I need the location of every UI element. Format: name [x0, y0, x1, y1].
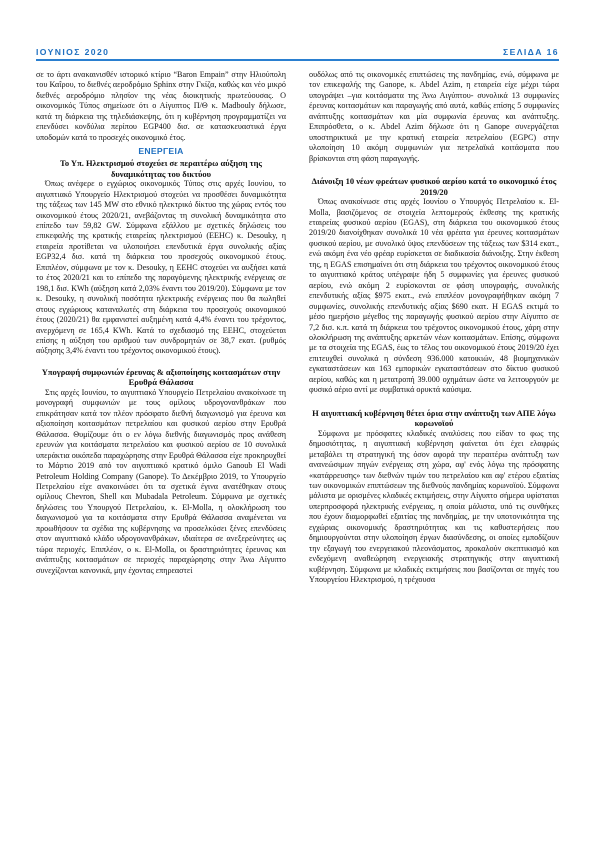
- page-header: [0, 0, 595, 62]
- intro-paragraph: σε το άρτι ανακαινισθέν ιστορικό κτίριο “Baron Empain” στην Ηλιούπολη του Καΐρου, το διεθνές αεροδρόμιο Sphinx στην Γκίζα, καθώς και νέο μικρό διεθνές αεροδρόμιο πλησίον της νέας διοικητικής πρωτεύουσας. Ο οικονομικός Τύπος σημείωσε ότι ο Αίγυπτος Π/Θ κ. Madbouly δήλωσε, κατά τη διάρκεια της τηλεδιάσκεψης, ότι η κυβέρνηση προγραμματίζει να επενδύσει κονδύλια περίπου EGP400 δισ. σε κατασκευαστικά έργα υποδομών κατά το προσεχές οικονομικό έτος.: [36, 70, 286, 142]
- article-title-gas-wells: Διάνοιξη 10 νέων φρεάτων φυσικού αερίου κατά το οικονομικό έτος 2019/20: [311, 176, 557, 197]
- article-title-red-sea: Υπογραφή συμφωνιών έρευνας & αξιοποίησης κοιτασμάτων στην Ερυθρά Θάλασσα: [41, 366, 281, 388]
- section-heading-energy: ΕΝΕΡΓΕΙΑ: [138, 146, 184, 157]
- article-title-electricity: Το Υπ. Ηλεκτρισμού στοχεύει σε περαιτέρω αύξηση της δυναμικότητας του δικτύου: [59, 158, 263, 179]
- spacer: [309, 164, 559, 176]
- spacer: [36, 357, 286, 367]
- spacer: [309, 396, 559, 408]
- left-column: [36, 70, 286, 576]
- right-column: [309, 70, 559, 585]
- article-title-renewables: Η αιγυπτιακή κυβέρνηση θέτει όρια στην ανάπτυξη των ΑΠΕ λόγω κορωνοϊού: [312, 407, 556, 429]
- article-body-electricity: Όπως ανέφερε ο εγχώριος οικονομικός Τύπος στις αρχές Ιουνίου, το αιγυπτιακό Υπουργείο Ηλεκτρισμού στοχεύει να προσθέσει δυναμικότητα της τάξεως των 145 MW στο εθνικό ηλεκτρικό δίκτυο της χώρας εντός του οικονομικού έτους 2020/21, ανεβάζοντας τη συνολική δυναμικότητα στο επίπεδο των 59,82 GW. Σύμφωνα εξάλλου με σχετικές δηλώσεις του επικεφαλής της κρατικής εταιρείας ηλεκτρισμού (EEHC) κ. Desouky, η εταιρεία προτίθεται να υλοποιήσει επενδυτικά έργα συνολικής αξίας EGP32,4 δισ. κατά τη διάρκεια του προσεχούς οικονομικού έτους. Επιπλέον, σύμφωνα με τον κ. Desouky, η EEHC στοχεύει να αυξήσει κατά το έτος 2020/21 και το επίπεδο της παραγόμενης ηλεκτρικής ενέργειας σε 198,1 δισ. KWh (αύξηση κατά 2,03% έναντι του 2019/20). Σύμφωνα με τον κ. Desouky, η συνολική ποσότητα ηλεκτρικής ενέργειας που θα πωληθεί στους εγχώριους καταναλωτές στη διάρκεια του προσεχούς οικονομικού έτους (2020/21) θα εμφανιστεί αυξημένη κατά 4,4% έναντι του τρέχοντος, ανερχόμενη σε 165,4 KWh. Κατά το σχεδιασμό της EEHC, στοχεύεται επίσης η αύξηση του αριθμού των συνδρομητών σε 38,7 εκατ. (ρυθμός αύξησης 3,4% έναντι του τρέχοντος οικονομικού έτους).: [36, 179, 286, 356]
- article-body-gas-wells: Όπως ανακοίνωσε στις αρχές Ιουνίου ο Υπουργός Πετρελαίου κ. El-Molla, βασιζόμενος σε στοιχεία λεπτομερούς έκθεσης της κρατικής εταιρείας φυσικού αερίου (EGAS), στη διάρκεια του οικονομικού έτους 2019/20 διανοίχθηκαν συνολικά 10 νέα φρέατα για έρευνες κοιτασμάτων φυσικού αερίου, με συνολικό ύψος επενδύσεων της τάξεως των $314 εκατ., ενώ ακόμη ένα νέο φρέαρ ευρίσκεται σε διαδικασία διάνοιξης. Στην έκθεση της, η EGAS επισημαίνει ότι στη διάρκεια του τρέχοντος οικονομικού έτους το αιγυπτιακό κράτος υπέγραψε ήδη 5 συμφωνίες για έρευνες φυσικού αερίου, ενώ ακόμη 2 ευρίσκονται σε φάση υπογραφής, συνολικής επενδυτικής αξίας $975 εκατ., ενώ επιπλέον μονογραφήθηκαν ακόμη 7 συμφωνίες, συνολικής επενδυτικής αξίας $690 εκατ. Η EGAS εκτιμά το μέσο ημερήσιο μέγεθος της παραγωγής φυσικού αερίου στην Αίγυπτο σε 7,2 δισ. κ.π. κατά τη διάρκεια του τρέχοντος οικονομικού έτους, χάρη στην ολοκλήρωση της ανάπτυξης αρκετών νέων κοιτασμάτων. Επίσης, σύμφωνα με τα στοιχεία της EGAS, έως το τέλος του οικονομικού έτους 2019/20 έχει επιτευχθεί συνολικά η σύνδεση 936.000 κατοικιών, 48 βιομηχανικών εγκαταστάσεων και 163 εμπορικών εγκαταστάσεων στο δίκτυο φυσικού αερίου, καθώς και η μετατροπή 39.000 οχημάτων ώστε να λειτουργούν με φυσικό αέριο αντί με συμβατικά ορυκτά καύσιμα.: [309, 197, 559, 395]
- header-divider: [36, 59, 559, 61]
- article-body-renewables: Σύμφωνα με πρόσφατες κλαδικές αναλύσεις που είδαν το φως της δημοσιότητας, η αιγυπτιακή κυβέρνηση φαίνεται ότι έχει ελαφρώς μεταβάλει τη στρατηγική της όσον αφορά την περαιτέρω ανάπτυξη των ανανεώσιμων πηγών ενέργειας στη χώρα, αφ' ενός λόγω της πρόσφατης «κατάρρευσης» των διεθνών τιμών του πετρελαίου και αφ' ετέρου εξαιτίας των οικονομικών επιπτώσεων της διεθνούς πανδημίας κορωνοϊού. Σύμφωνα μάλιστα με ορισμένες κλαδικές εκτιμήσεις, στην Αίγυπτο σήμερα υφίσταται υπερπροσφορά ηλεκτρικής ενέργειας, η οποία μάλιστα, υπό τις συνθήκες που έχουν διαμορφωθεί εξαιτίας της πανδημίας, με την υποτονικότητα της εγχώριας οικονομικής δραστηριότητας και τις καθυστερήσεις που δημιουργούνται στην υλοποίηση έργων διασύνδεσης, οι οποίες εμποδίζουν την εξαγωγή του ενεργειακού πλεονάσματος, προκαλούν σκεπτικισμό και ενδεχόμενη αναθεώρηση ενεργειακής στρατηγικής στην αιγυπτιακή κυβέρνηση. Σύμφωνα με κλαδικές εκτιμήσεις που βασίζονται σε πηγές του Υπουργείου Ηλεκτρισμού, η τρέχουσα: [309, 428, 559, 585]
- article-body-red-sea: Στις αρχές Ιουνίου, το αιγυπτιακό Υπουργείο Πετρελαίου ανακοίνωσε τη μονογραφή συμφωνιών με τους ομίλους υδρογονανθράκων που επικράτησαν κατά τον πλέον πρόσφατο διεθνή διαγωνισμό για έρευνα και αξιοποίηση κοιτασμάτων πετρελαίου και φυσικού αερίου στην Ερυθρά Θάλασσα. Θυμίζουμε ότι ο εν λόγω διεθνής διαγωνισμός προς ανάθεση ερευνών για κοιτάσματα πετρελαίου και φυσικού αερίου σε 10 συνολικά υπεράκτια οικόπεδα παραχώρησης στην Ερυθρά Θάλασσα είχε προκηρυχθεί το Μάρτιο 2019 από τον αιγυπτιακό κρατικό όμιλο Ganoub El Wadi Petroleum Holding Company (Ganope). Το Δεκέμβριο 2019, το Υπουργείο Πετρελαίου είχε ανακοινώσει ότι τα σχετικά έγινα ανατέθηκαν στους ομίλους Chevron, Shell και Mubadala Petroleum. Σύμφωνα με σχετικές δηλώσεις του Υπουργού Πετρελαίου, κ. El-Molla, η ολοκλήρωση του διαγωνισμού για τα κοιτάσματα στην Ερυθρά Θάλασσα αναμένεται να προωθήσουν τα σχέδια της κυβέρνησης να προσελκύσει ξένες επενδύσεις στον αιγυπτιακό κλάδο υδρογονανθράκων, ιδιαίτερα σε ανεξερεύνητες ως τώρα περιοχές. Επιπλέον, ο κ. El-Molla, οι δραστηριότητες έρευνας και ανάπτυξης κοιτασμάτων σε περιοχές παραχώρησης στην Άνω Αίγυπτο συνεχίζονται κανονικά, μην έχοντας επηρεαστεί: [36, 387, 286, 575]
- issue-date: ΙΟΥΝΙΟΣ 2020: [36, 47, 110, 57]
- page-number: ΣΕΛΙΔΑ 16: [503, 47, 559, 57]
- continued-paragraph: ουδόλως από τις οικονομικές επιπτώσεις της πανδημίας, ενώ, σύμφωνα με τον επικεφαλής της Ganope, κ. Abdel Azim, η εταιρεία είχε μέχρι τώρα υπογράψει –για κοιτάσματα της Άνω Αιγύπτου- συνολικά 13 συμφωνίες έρευνας κοιτασμάτων και παραγωγής από αυτά, καθώς επίσης 5 συμφωνίες ανάπτυξης κοιτασμάτων και μία συμφωνία έρευνας και ανάπτυξης. Επιπρόσθετα, ο κ. Abdel Azim δήλωσε ότι η Ganope συνεργάζεται υποστηρικτικά με την κρατική εταιρεία πετρελαίου (EGPC) στην υλοποίηση 10 ακόμη συμφωνιών για πετρελαϊκά κοιτάσματα που βρίσκονται στη φάση παραγωγής.: [309, 70, 559, 163]
